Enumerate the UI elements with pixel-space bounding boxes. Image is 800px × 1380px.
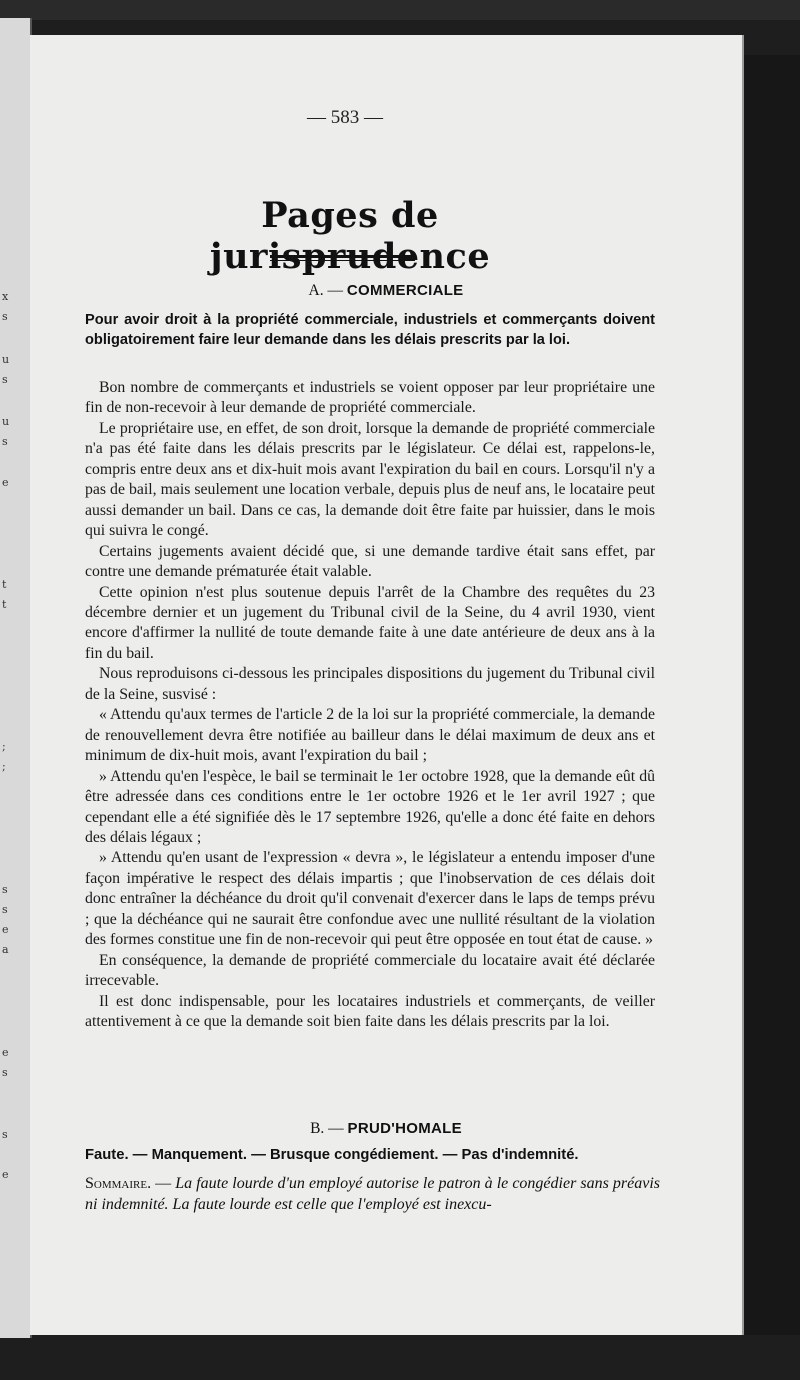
margin-fragment: e <box>2 923 9 936</box>
paragraph: En conséquence, la demande de propriété commerciale du locataire avait été déclarée irrecevable. <box>85 951 655 990</box>
section-b-letter: B. — <box>310 1120 344 1137</box>
scan-right-background <box>742 55 800 1335</box>
margin-fragment: x <box>2 290 9 303</box>
paragraph: Nous reproduisons ci-dessous les principales dispositions du jugement du Tribunal civil de la Seine, susvisé : <box>85 665 655 703</box>
section-a-heading <box>70 282 702 300</box>
margin-fragment: a <box>2 943 9 956</box>
paragraph: » Attendu qu'en l'espèce, le bail se terminait le 1er octobre 1928, que la demande eût dû être adressée dans ces conditions entre le 1er octobre 1926 et le 1er avril 1927 ; que cependant elle a été signifiée dès le 17 septembre 1926, qu'elle a donc été faite en dehors des délais légaux ; <box>85 767 655 846</box>
sommaire-label: Sommaire. — <box>85 1175 172 1192</box>
margin-fragment: u <box>2 353 10 366</box>
paragraph: Certains jugements avaient décidé que, si une demande tardive était sans effet, par contre une demande prématurée était valable. <box>85 542 655 581</box>
previous-page-edge <box>0 18 32 1338</box>
section-b-title: PRUD'HOMALE <box>347 1120 462 1137</box>
paragraph: » Attendu qu'en usant de l'expression « devra », le législateur a entendu imposer d'une façon impérative le respect des délais impartis ; que l'inobservation de ces délais doit donc entraîner la déchéance du droit qu'il convenait d'exercer dans le laps de temps prévu ; que la déchéance qui ne saurait être confondue avec une nullité résultant de la violation des formes constitue une fin de non-recevoir qui peut être opposée en tout état de cause. » <box>85 849 655 949</box>
section-b-subhead: Faute. — Manquement. — Brusque congédiement. — Pas d'indemnité. <box>85 1147 579 1163</box>
section-a-letter: A. — <box>308 282 343 299</box>
paragraph: « Attendu qu'aux termes de l'article 2 de la loi sur la propriété commerciale, la demande de renouvellement devra être notifiée au bailleur dans le délai maximum de deux ans et minimum de dix-huit mois, avant l'expiration du bail ; <box>85 706 655 765</box>
section-b-heading <box>70 1120 702 1138</box>
margin-fragment: ; <box>2 740 6 753</box>
section-b-sommaire <box>85 1173 660 1215</box>
margin-fragment: s <box>2 903 8 916</box>
section-a-title: COMMERCIALE <box>346 282 464 299</box>
margin-fragment: u <box>2 415 10 428</box>
section-a-lead: Pour avoir droit à la propriété commerciale, industriels et commerçants doivent obligatoirement faire leur demande dans les délais prescrits par la loi. <box>85 312 655 348</box>
paragraph: Cette opinion n'est plus soutenue depuis l'arrêt de la Chambre des requêtes du 23 décembre dernier et un jugement du Tribunal civil de la Seine, du 4 avril 1930, vient encore d'affirmer la nullité de toute demande faite à une date antérieure de deux ans à la fin du bail. <box>85 583 655 662</box>
margin-fragment: s <box>2 373 8 386</box>
margin-fragment: s <box>2 883 8 896</box>
paragraph: Bon nombre de commerçants et industriels se voient opposer par leur propriétaire une fin de non-recevoir à leur demande de propriété commerciale. <box>85 379 655 417</box>
margin-fragment: s <box>2 435 8 448</box>
margin-fragment: e <box>2 1168 9 1181</box>
margin-fragment: s <box>2 310 8 323</box>
page-title: Pages de jurisprudence <box>209 195 491 277</box>
paragraph: Il est donc indispensable, pour les locataires industriels et commerçants, de veiller attentivement à ce que la demande soit bien faite dans les délais prescrits par la loi. <box>85 992 655 1031</box>
margin-fragment: e <box>2 1046 9 1059</box>
document-page <box>30 35 742 1335</box>
margin-fragment: t <box>2 598 7 611</box>
margin-fragment: s <box>2 1128 8 1141</box>
margin-fragment: s <box>2 1066 8 1079</box>
title-rule <box>270 255 415 261</box>
margin-fragment: e <box>2 476 9 489</box>
sommaire-text: La faute lourde d'un employé autorise le patron à le congédier sans préavis ni indemnité. La faute lourde est celle que l'employé est inexcu- <box>85 1175 660 1213</box>
scan-top-band <box>0 0 800 20</box>
page-number: — 583 — <box>307 107 383 128</box>
section-a-body <box>85 378 655 1033</box>
margin-fragment: ; <box>2 760 6 773</box>
paragraph: Le propriétaire use, en effet, de son droit, lorsque la demande de propriété commerciale n'a pas été faite dans les délais prescrits par le législateur. Ce délai est, rappelons-le, compris entre deux ans et dix-huit mois avant l'expiration du bail en cours. Lorsqu'il n'y a pas de bail, mais seulement une location verbale, depuis plus de neuf ans, le locataire peut aussi demander un bail. Dans ce cas, la demande doit être faite par huissier, dans le mois qui suivra le congé. <box>85 419 655 540</box>
margin-fragment: t <box>2 578 7 591</box>
